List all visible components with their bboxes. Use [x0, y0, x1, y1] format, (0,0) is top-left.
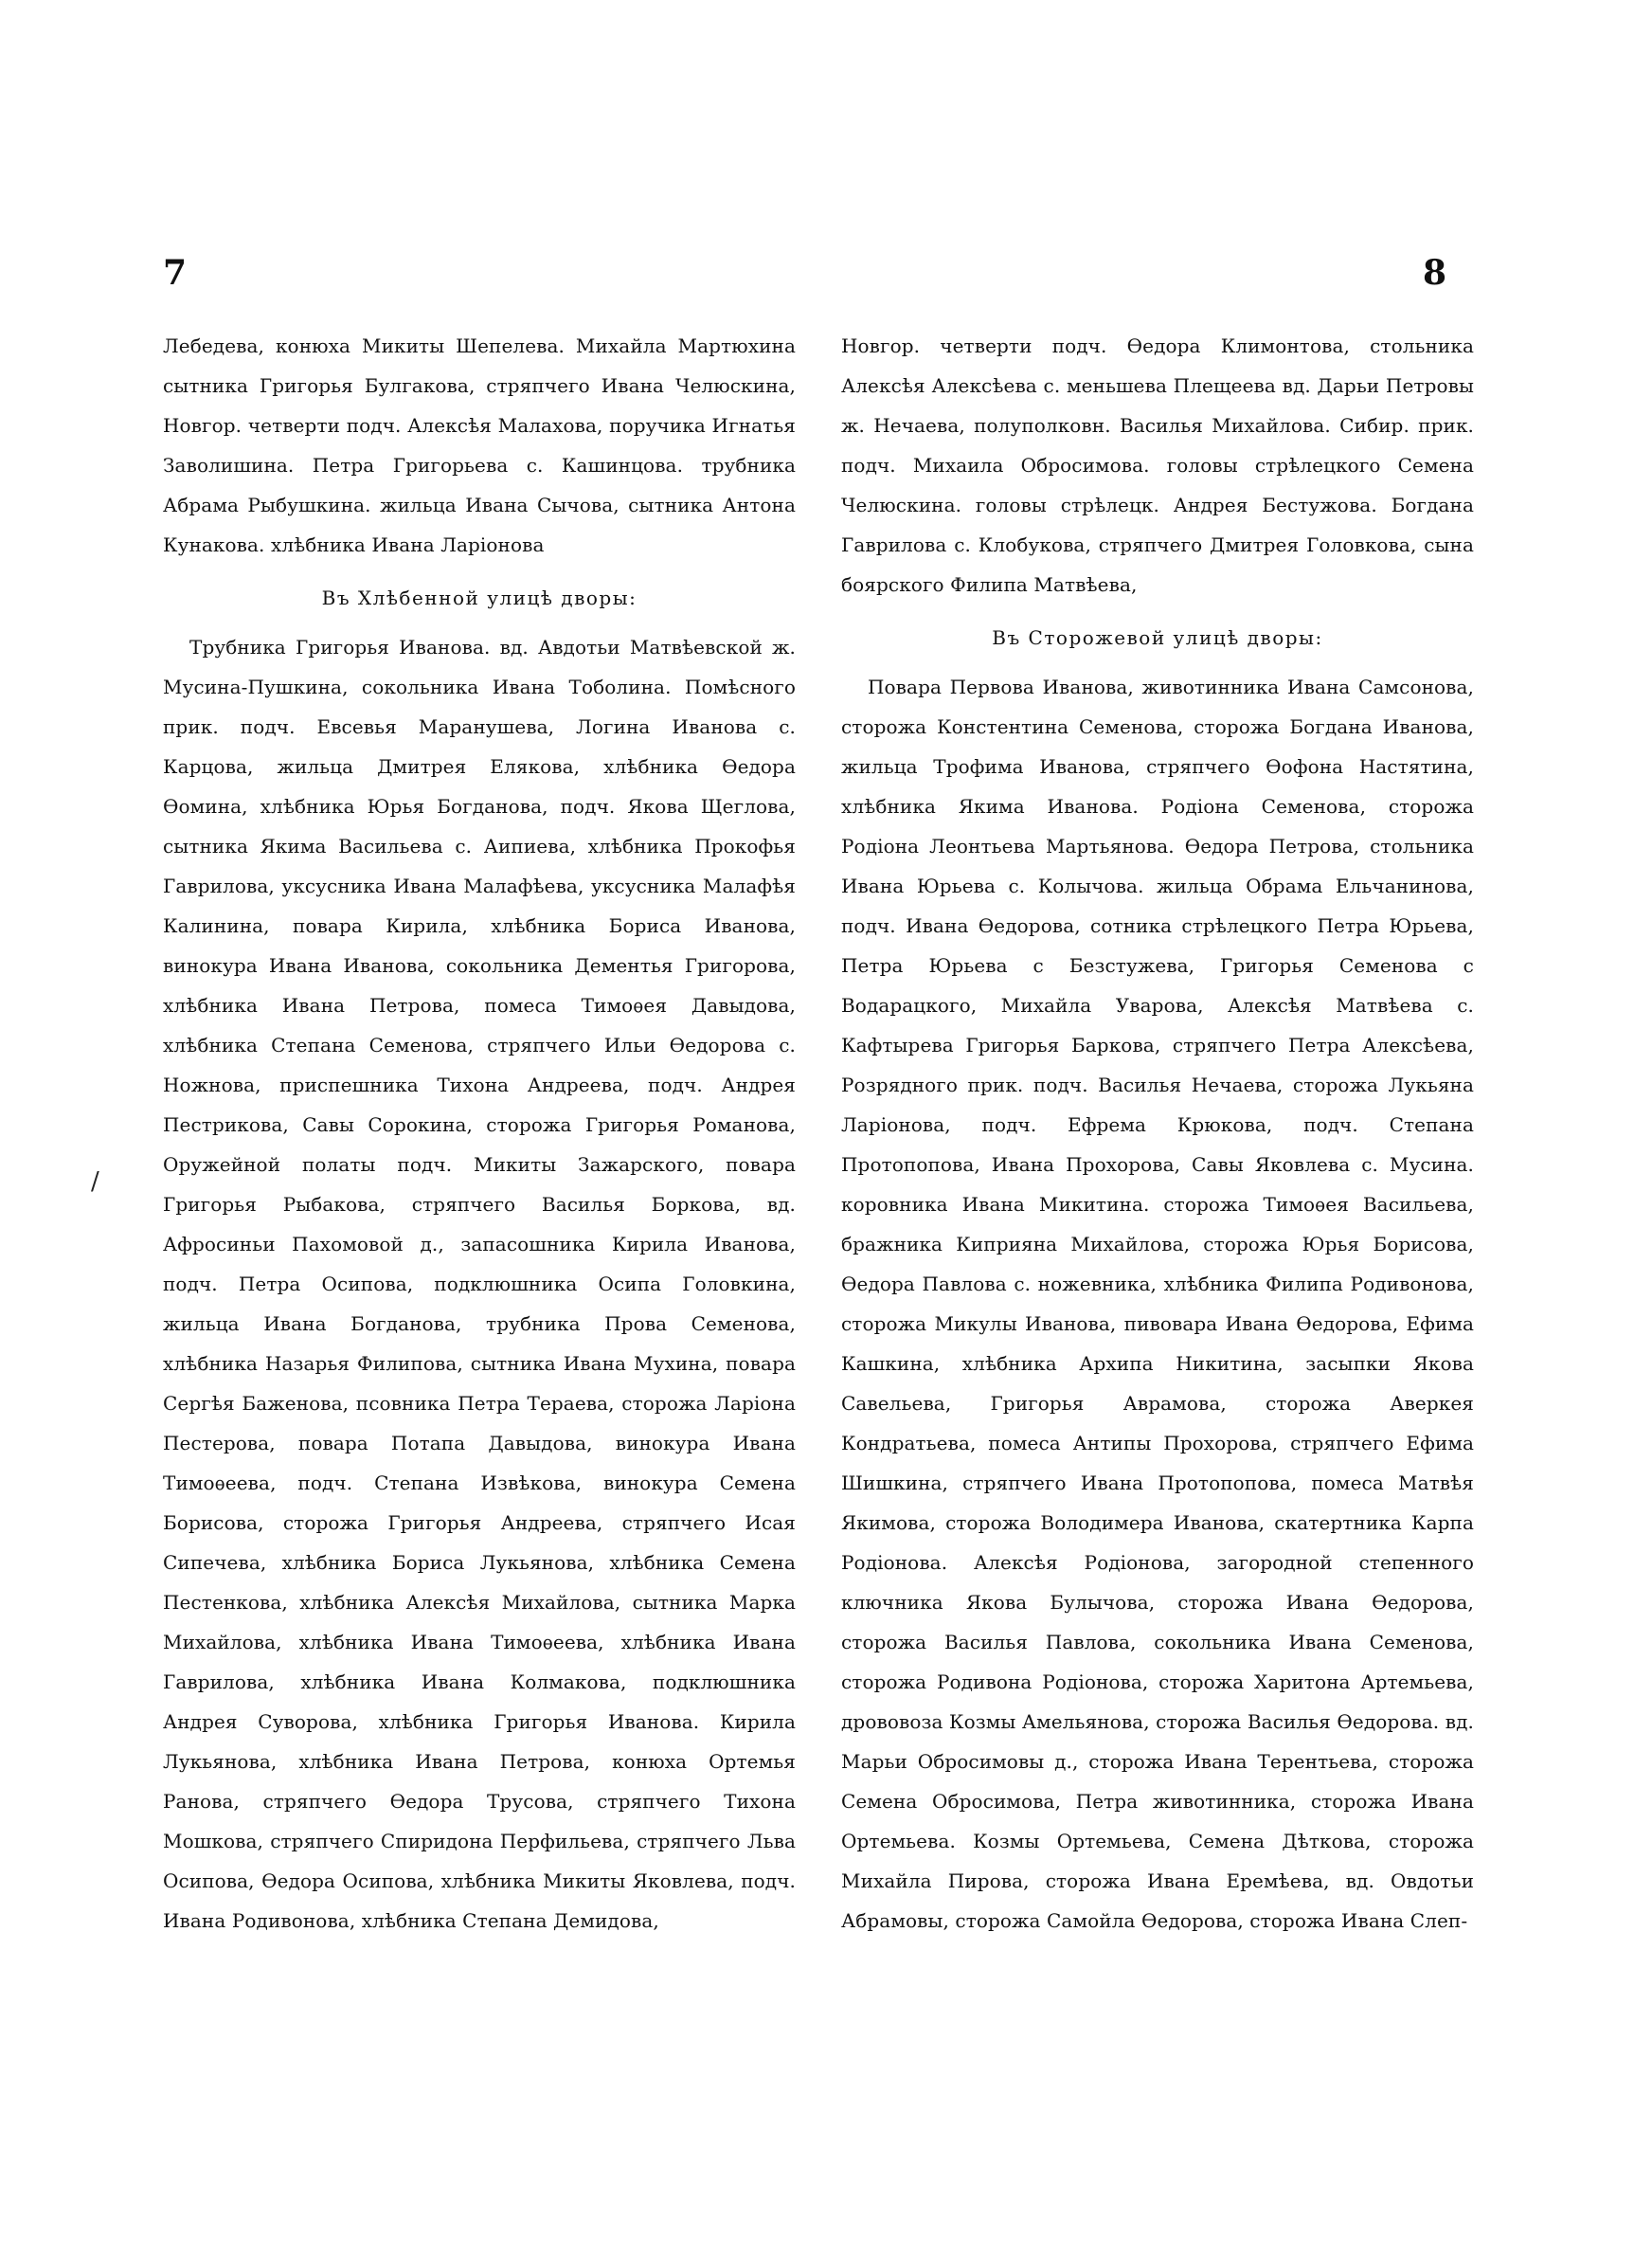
right-column: [841, 326, 1474, 1941]
left-section-heading: Въ Хлѣбенной улицѣ дворы:: [321, 587, 637, 609]
right-body-paragraph: Повара Первова Иванова, животинника Ивана Самсонова, сторожа Констентина Семенова, сторожа Богдана Иванова, жильца Трофима Иванова, стряпчего Ѳофона Настятина, хлѣбника Якима Иванова. Родіона Семенова, сторожа Родіона Леонтьева Мартьянова. Ѳедора Петрова, стольника Ивана Юрьева с. Колычова. жильца Обрама Ельчанинова, подч. Ивана Ѳедорова, сотника стрѣлецкого Петра Юрьева, Петра Юрьева с Безстужева, Григорья Семенова с Водарацкого, Михайла Уварова, Алексѣя Матвѣева с. Кафтырева Григорья Баркова, стряпчего Петра Алексѣева, Розрядного прик. подч. Василья Нечаева, сторожа Лукьяна Ларіонова, подч. Ефрема Крюкова, подч. Степана Протопопова, Ивана Прохорова, Савы Яковлева с. Мусина. коровника Ивана Микитина. сторожа Тимоѳея Васильева, бражника Киприяна Михайлова, сторожа Юрья Борисова, Ѳедора Павлова с. ножевника, хлѣбника Филипа Родивонова, сторожа Микулы Иванова, пивовара Ивана Ѳедорова, Ефима Кашкина, хлѣбника Архипа Никитина, засыпки Якова Савельева, Григорья Аврамова, сторожа Аверкея Кондратьева, помеса Антипы Прохорова, стряпчего Ефима Шишкина, стряпчего Ивана Протопопова, помеса Матвѣя Якимова, сторожа Володимера Иванова, скатертника Карпа Родіонова. Алексѣя Родіонова, загородной степенного ключника Якова Булычова, сторожа Ивана Ѳедорова, сторожа Василья Павлова, сокольника Ивана Семенова, сторожа Родивона Родіонова, сторожа Харитона Артемьева, дрововоза Козмы Амельянова, сторожа Василья Ѳедорова. вд. Марьи Обросимовы д., сторожа Ивана Терентьева, сторожа Семена Обросимова, Петра животинника, сторожа Ивана Ортемьева. Козмы Ортемьева, Семена Дѣткова, сторожа Михайла Пирова, сторожа Ивана Еремѣева, вд. Овдотьи Абрамовы, сторожа Самойла Ѳедорова, сторожа Ивана Слеп-: [841, 676, 1474, 1932]
page-number-left: 7: [163, 253, 188, 293]
page-number-right: 8: [1423, 253, 1447, 293]
right-intro-paragraph: Новгор. четверти подч. Ѳедора Климонтова, стольника Алексѣя Алексѣева с. меньшева Плещеева вд. Дарьи Петровы ж. Нечаева, полуполковн. Василья Михайлова. Сибир. прик. подч. Михаила Обросимова. головы стрѣлецкого Семена Челюскина. головы стрѣлецк. Андрея Бестужова. Богдана Гаврилова с. Клобукова, стряпчего Дмитрея Головкова, сына боярского Филипа Матвѣева,: [841, 334, 1474, 596]
margin-mark: /: [91, 1167, 99, 1196]
left-column: [163, 326, 796, 1941]
left-body-paragraph: Трубника Григорья Иванова. вд. Авдотьи Матвѣевской ж. Мусина-Пушкина, сокольника Ивана Тоболина. Помѣсного прик. подч. Евсевья Маранушева, Логина Иванова с. Карцова, жильца Дмитрея Елякова, хлѣбника Ѳедора Ѳомина, хлѣбника Юрья Богданова, подч. Якова Щеглова, сытника Якима Васильева с. Аипиева, хлѣбника Прокофья Гаврилова, уксусника Ивана Малафѣева, уксусника Малафѣя Калинина, повара Кирила, хлѣбника Бориса Иванова, винокура Ивана Иванова, сокольника Дементья Григорова, хлѣбника Ивана Петрова, помеса Тимоѳея Давыдова, хлѣбника Степана Семенова, стряпчего Ильи Ѳедорова с. Ножнова, приспешника Тихона Андреева, подч. Андрея Пестрикова, Савы Сорокина, сторожа Григорья Романова, Оружейной полаты подч. Микиты Зажарского, повара Григорья Рыбакова, стряпчего Василья Боркова, вд. Афросиньи Пахомовой д., запасошника Кирила Иванова, подч. Петра Осипова, подклюшника Осипа Головкина, жильца Ивана Богданова, трубника Прова Семенова, хлѣбника Назарья Филипова, сытника Ивана Мухина, повара Сергѣя Баженова, псовника Петра Тераева, сторожа Ларіона Пестерова, повара Потапа Давыдова, винокура Ивана Тимоѳеева, подч. Степана Извѣкова, винокура Семена Борисова, сторожа Григорья Андреева, стряпчего Исая Сипечева, хлѣбника Бориса Лукьянова, хлѣбника Семена Пестенкова, хлѣбника Алексѣя Михайлова, сытника Марка Михайлова, хлѣбника Ивана Тимоѳеева, хлѣбника Ивана Гаврилова, хлѣбника Ивана Колмакова, подклюшника Андрея Суворова, хлѣбника Григорья Иванова. Кирила Лукьянова, хлѣбника Ивана Петрова, конюха Ортемья Ранова, стряпчего Ѳедора Трусова, стряпчего Тихона Мошкова, стряпчего Спиридона Перфильева, стряпчего Льва Осипова, Ѳедора Осипова, хлѣбника Микиты Яковлева, подч. Ивана Родивонова, хлѣбника Степана Демидова,: [163, 636, 796, 1932]
right-section-heading: Въ Сторожевой улицѣ дворы:: [992, 626, 1323, 649]
left-intro-paragraph: Лебедева, конюха Микиты Шепелева. Михайла Мартюхина сытника Григорья Булгакова, стряпчего Ивана Челюскина, Новгор. четверти подч. Алексѣя Малахова, поручика Игнатья Заволишина. Петра Григорьева с. Кашинцова. трубника Абрама Рыбушкина. жильца Ивана Сычова, сытника Антона Кунакова. хлѣбника Ивана Ларіонова: [163, 334, 796, 556]
